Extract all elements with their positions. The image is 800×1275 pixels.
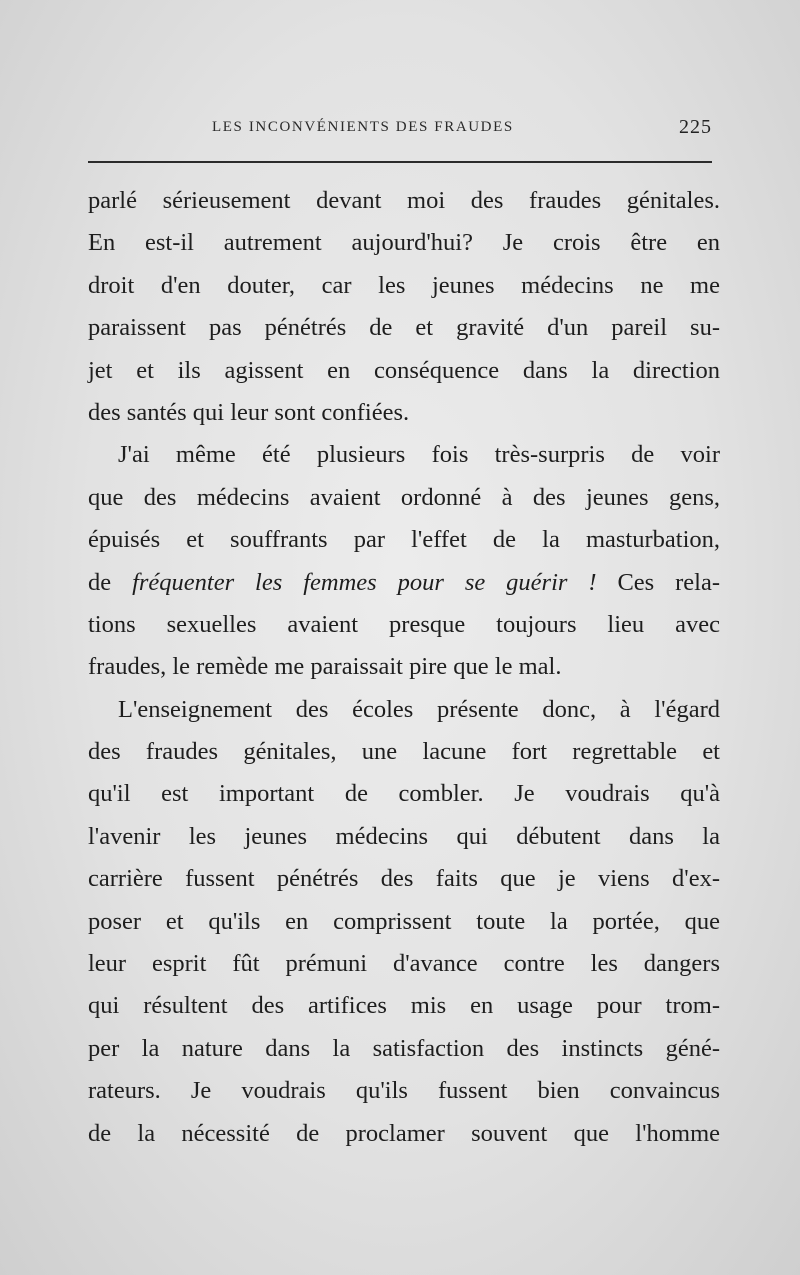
text-line: parlé sérieusement devant moi des fraudes génitales. — [88, 187, 720, 214]
text-line: L'enseignement des écoles présente donc, à l'égard — [118, 695, 720, 723]
italic-phrase: fréquenter les femmes pour se guérir ! — [132, 568, 597, 596]
text-line: tions sexuelles avaient presque toujours lieu avec — [88, 610, 720, 638]
text-line: qu'il est important de combler. Je voudrais qu'à — [88, 780, 720, 808]
text-line: que des médecins avaient ordonné à des jeunes gens, — [88, 483, 720, 511]
text-line: qui résultent des artifices mis en usage pour trom- — [88, 992, 720, 1020]
text-line: carrière fussent pénétrés des faits que je viens d'ex- — [88, 865, 720, 893]
text-line: droit d'en douter, car les jeunes médecins ne me — [88, 271, 720, 299]
text-line-mixed — [88, 562, 720, 604]
text-fragment: de — [88, 568, 112, 596]
text-line: jet et ils agissent en conséquence dans la direction — [88, 356, 720, 384]
text-line: rateurs. Je voudrais qu'ils fussent bien convaincus — [88, 1077, 720, 1105]
text-line: l'avenir les jeunes médecins qui débutent dans la — [88, 822, 720, 850]
text-line: épuisés et souffrants par l'effet de la masturbation, — [88, 526, 720, 554]
page-header — [88, 116, 712, 146]
header-rule — [88, 161, 712, 163]
text-line: des fraudes génitales, une lacune fort regrettable et — [88, 738, 720, 766]
text-line: poser et qu'ils en comprissent toute la portée, que — [88, 907, 720, 935]
page-number: 225 — [679, 116, 712, 138]
running-title: LES INCONVÉNIENTS DES FRAUDES — [212, 119, 514, 135]
text-line: fraudes, le remède me paraissait pire que le mal. — [88, 653, 562, 681]
text-fragment: Ces rela- — [617, 568, 721, 596]
text-line: paraissent pas pénétrés de et gravité d'un pareil su- — [88, 314, 720, 342]
text-line: des santés qui leur sont confiées. — [88, 398, 410, 426]
text-line: J'ai même été plusieurs fois très-surpris de voir — [118, 441, 720, 469]
body-text — [88, 180, 720, 1155]
text-line: En est-il autrement aujourd'hui? Je crois être en — [88, 229, 720, 257]
text-line: leur esprit fût prémuni d'avance contre les dangers — [88, 950, 720, 978]
text-line: de la nécessité de proclamer souvent que l'homme — [88, 1119, 720, 1147]
text-line: per la nature dans la satisfaction des instincts géné- — [88, 1034, 720, 1062]
